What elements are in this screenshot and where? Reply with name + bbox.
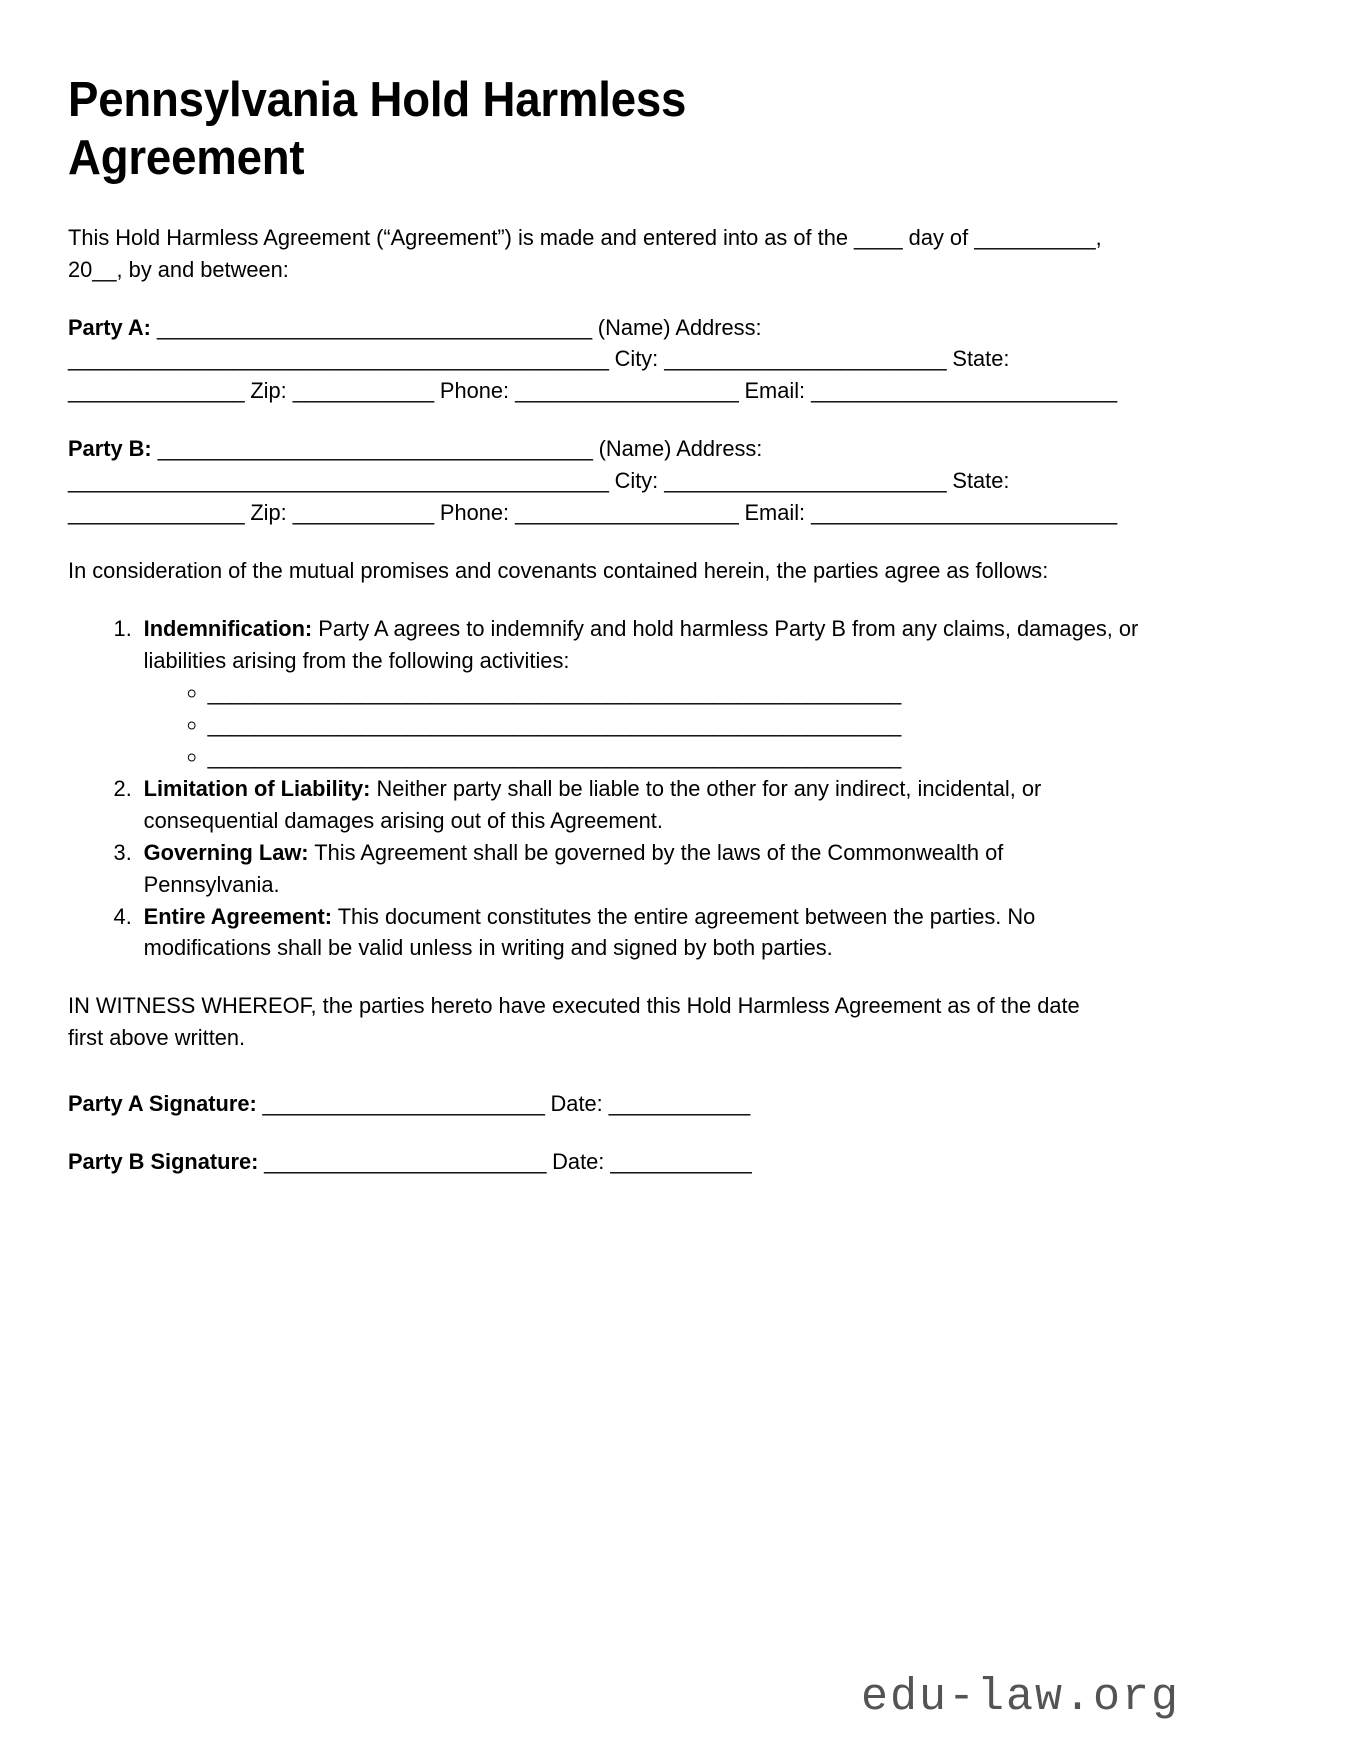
party-b-email-label: Email: [744,500,806,526]
party-b-zip-blank[interactable]: ____________ [292,500,434,526]
party-b-city-blank[interactable]: ________________________ [664,468,947,494]
term-heading: Indemnification: [143,616,313,642]
terms-list [68,613,1139,964]
party-a-signature-label: Party A Signature: [68,1091,257,1117]
party-b-date-label: Date: [552,1149,605,1175]
party-a-name-tag: (Name) Address: [597,314,762,340]
list-item [208,709,1139,741]
party-a-phone-label: Phone: [439,378,510,404]
term-text: This Agreement shall be governed by the laws of the Commonwealth of Pennsylvania. [143,839,1004,897]
party-a-block [68,312,1120,408]
party-b-label: Party B: [68,436,152,462]
party-a-date-blank[interactable]: ____________ [608,1091,750,1117]
page-title: Pennsylvania Hold Harmless Agreement [68,73,687,185]
term-item-limitation-of-liability [138,773,1139,837]
party-a-state-blank[interactable]: _______________ [68,378,245,404]
term-item-entire-agreement [138,901,1139,965]
party-a-signature-blank[interactable]: ________________________ [256,1091,545,1117]
party-a-name-blank[interactable]: _____________________________________ [156,314,592,340]
term-item-indemnification [138,613,1139,773]
party-b-zip-label: Zip: [250,500,287,526]
party-b-date-blank[interactable]: ____________ [610,1149,752,1175]
party-b-email-blank[interactable]: __________________________ [811,500,1117,526]
party-b-name-blank[interactable]: _____________________________________ [157,436,593,462]
party-a-phone-blank[interactable]: ___________________ [515,378,739,404]
party-a-signature-line [68,1088,1139,1120]
party-b-phone-blank[interactable]: ___________________ [515,500,739,526]
party-b-state-blank[interactable]: _______________ [68,500,245,526]
party-a-zip-label: Zip: [250,378,287,404]
term-text: This document constitutes the entire agreement between the parties. No modifications shall be valid unless in writing and signed by both parties. [143,903,1036,961]
party-b-state-label: State: [952,468,1010,494]
party-a-label: Party A: [68,314,151,340]
indemnification-activity-blanks [144,677,1139,773]
party-a-city-blank[interactable]: ________________________ [664,346,947,372]
term-text: Neither party shall be liable to the other for any indirect, incidental, or consequential damages arising out of this Agreement. [143,775,1042,833]
activity-blank-1[interactable]: ___________________________________________________________ [207,679,901,705]
term-heading: Entire Agreement: [143,903,333,929]
party-a-city-label: City: [614,346,659,372]
party-b-signature-line [68,1146,1139,1178]
party-b-address-blank[interactable]: ______________________________________________ [68,468,609,494]
party-a-address-blank[interactable]: ______________________________________________ [68,346,609,372]
party-a-state-label: State: [952,346,1010,372]
party-b-phone-label: Phone: [439,500,510,526]
term-heading: Limitation of Liability: [143,775,371,801]
party-a-email-label: Email: [744,378,806,404]
party-b-city-label: City: [614,468,659,494]
party-b-signature-blank[interactable]: ________________________ [258,1149,547,1175]
activity-blank-2[interactable]: ___________________________________________________________ [207,711,901,737]
party-b-block [68,433,1120,529]
activity-blank-3[interactable]: ___________________________________________________________ [207,743,901,769]
list-item [208,677,1139,709]
party-b-name-tag: (Name) Address: [598,436,763,462]
witness-paragraph: IN WITNESS WHEREOF, the parties hereto have executed this Hold Harmless Agreement as of the date first above written. [68,993,1080,1051]
party-b-signature-label: Party B Signature: [68,1149,259,1175]
intro-paragraph: This Hold Harmless Agreement (“Agreement”) is made and entered into as of the ____ day of __________, 20__, by and between: [68,224,1102,282]
term-heading: Governing Law: [143,839,309,865]
consideration-paragraph: In consideration of the mutual promises and covenants contained herein, the parties agree as follows: [68,558,1049,584]
list-item [208,741,1139,773]
party-a-date-label: Date: [550,1091,603,1117]
term-text: Party A agrees to indemnify and hold harmless Party B from any claims, damages, or liabilities arising from the following activities: [143,616,1139,673]
party-a-email-blank[interactable]: __________________________ [811,378,1117,404]
site-watermark: edu-law.org [860,1672,1180,1723]
term-item-governing-law [138,837,1139,901]
party-a-zip-blank[interactable]: ____________ [292,378,434,404]
